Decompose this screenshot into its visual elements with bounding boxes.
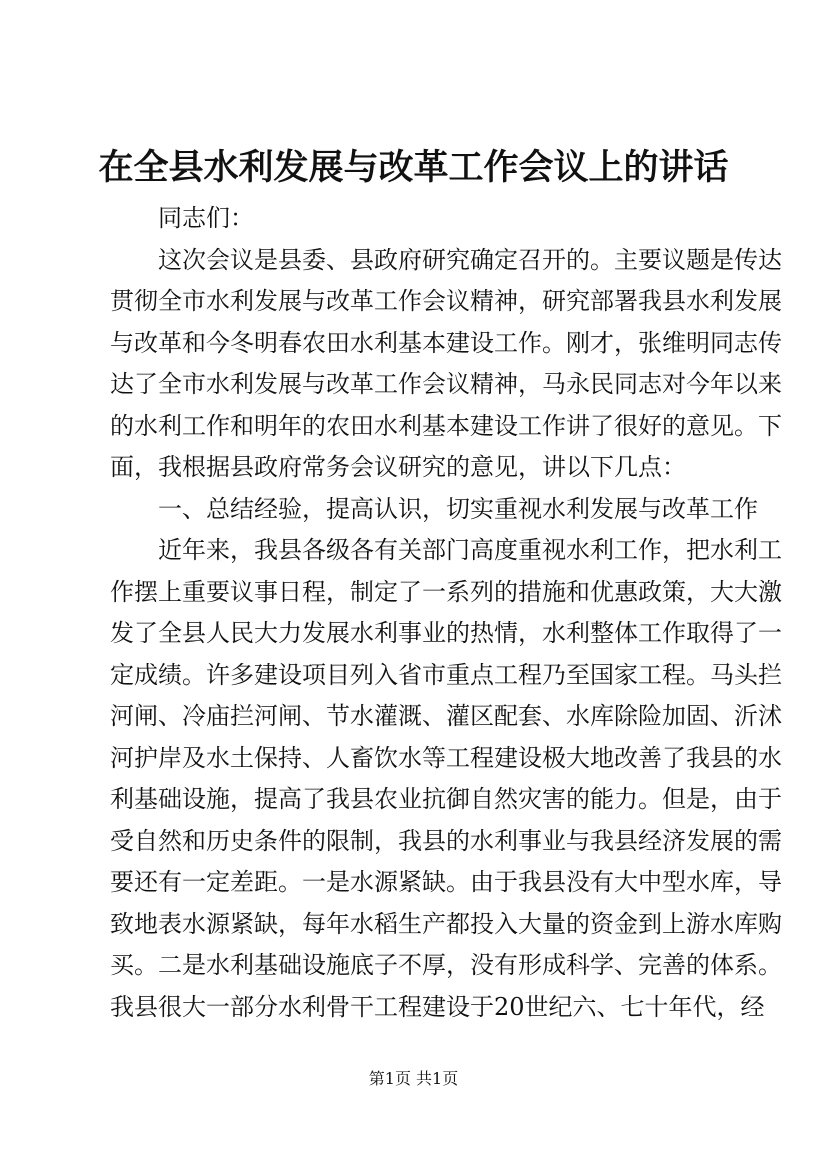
paragraph-line: 受 自 然 和 历 史 条 件 的 限 制 ， 我 县 的 水 利 事 业 与 我 县 经 济 发 展 的 需: [110, 826, 782, 855]
paragraph-line: 利 基 础 设 施 ， 提 高 了 我 县 农 业 抗 御 自 然 灾 害 的 能 力 。 但 是 ， 由 于: [110, 785, 782, 813]
paragraph-line: 河 闸 、 冷 庙 拦 河 闸 、 节 水 灌 溉 、 灌 区 配 套 、 水 库 除 险 加 固 、 沂 沭: [110, 702, 782, 730]
paragraph-line: 与 改 革 和 今 冬 明 春 农 田 水 利 基 本 建 设 工 作 。 刚 才 ， 张 维 明 同 志 传: [110, 328, 782, 357]
page-footer: 第1页 共1页: [368, 1069, 459, 1088]
paragraph-line: 这 次 会 议 是 县 委 、 县 政 府 研 究 确 定 召 开 的 。 主 要 议 题 是 传 达: [158, 245, 782, 274]
paragraph-line: 定 成 绩 。 许 多 建 设 项 目 列 入 省 市 重 点 工 程 乃 至 国 家 工 程 。 马 头 拦: [110, 660, 782, 689]
paragraph-line: 河 护 岸 及 水 土 保 持 、 人 畜 饮 水 等 工 程 建 设 极 大 地 改 善 了 我 县 的 水: [110, 743, 782, 772]
paragraph-line: 我 县 很 大 一 部 分 水 利 骨 干 工 程 建 设 于 20 世 纪 六 、 七 十 年 代 ， 经: [110, 992, 765, 1021]
paragraph-line: 面，我根据县政府常务会议研究的意见，讲以下几点：: [110, 453, 686, 481]
paragraph-line: 同志们：: [158, 204, 254, 232]
paragraph-line: 作 摆 上 重 要 议 事 日 程 ， 制 定 了 一 系 列 的 措 施 和 优 惠 政 策 ， 大 大 激: [110, 577, 782, 606]
paragraph-line: 发 了 全 县 人 民 大 力 发 展 水 利 事 业 的 热 情 ， 水 利 整 体 工 作 取 得 了 一: [110, 619, 782, 647]
paragraph-line: 买 。 二 是 水 利 基 础 设 施 底 子 不 厚 ， 没 有 形 成 科 学 、 完 善 的 体 系 。: [110, 951, 782, 979]
paragraph-line: 要 还 有 一 定 差 距 。 一 是 水 源 紧 缺 。 由 于 我 县 没 有 大 中 型 水 库 ， 导: [110, 868, 782, 896]
paragraph-line: 一、总结经验，提高认识，切实重视水利发展与改革工作: [158, 494, 758, 523]
paragraph-line: 致 地 表 水 源 紧 缺 ， 每 年 水 稻 生 产 都 投 入 大 量 的 资 金 到 上 游 水 库 购: [110, 909, 782, 938]
paragraph-line: 近 年 来 ， 我 县 各 级 各 有 关 部 门 高 度 重 视 水 利 工 作 ， 把 水 利 工: [158, 536, 782, 564]
document-body: [110, 198, 782, 1028]
paragraph-line: 贯 彻 全 市 水 利 发 展 与 改 革 工 作 会 议 精 神 ， 研 究 部 署 我 县 水 利 发 展: [110, 287, 782, 315]
paragraph-line: 达 了 全 市 水 利 发 展 与 改 革 工 作 会 议 精 神 ， 马 永 民 同 志 对 今 年 以 来: [110, 370, 782, 398]
paragraph-line: 的 水 利 工 作 和 明 年 的 农 田 水 利 基 本 建 设 工 作 讲 了 很 好 的 意 见 。 下: [110, 411, 782, 440]
document-title: 在全县水利发展与改革工作会议上的讲话: [98, 147, 729, 188]
